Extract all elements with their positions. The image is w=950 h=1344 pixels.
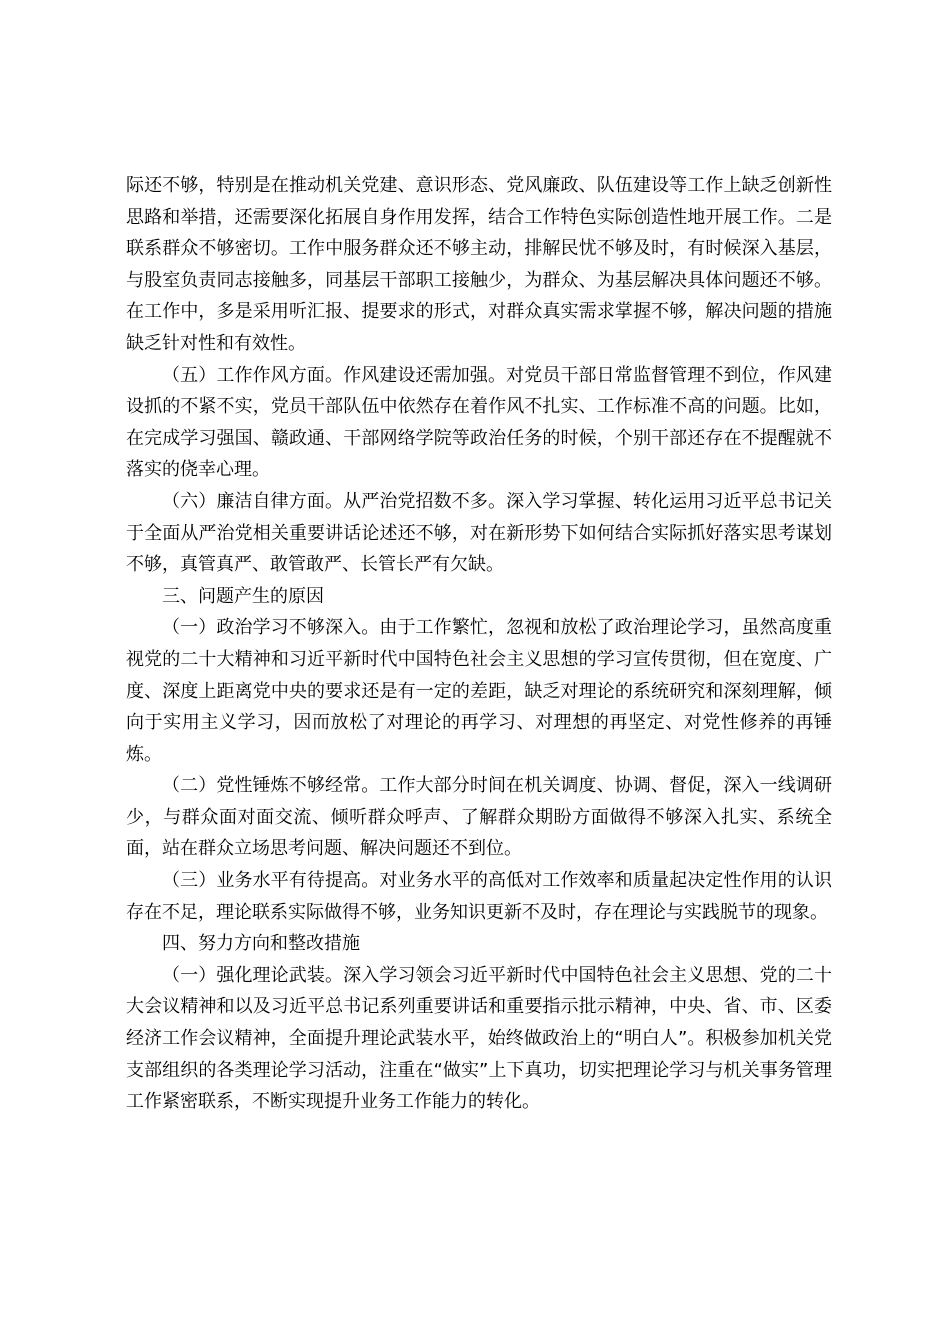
section-heading-causes: 三、问题产生的原因 [162, 585, 324, 607]
paragraph-political-study: （一）政治学习不够深入。由于工作繁忙，忽视和放松了政治理论学习，虽然高度重视党的二十大精神和习近平新时代中国特色社会主义思想的学习宣传贯彻，但在宽度、广度、深度上距离党中央的要求还是有一定的差距，缺乏对理论的系统研究和深刻理解，倾向于实用主义学习，因而放松了对理论的再学习、对理想的再坚定、对党性修养的再锤炼。 [126, 617, 832, 765]
paragraph-work-style: （五）工作作风方面。作风建设还需加强。对党员干部日常监督管理不到位，作风建设抓的不紧不实，党员干部队伍中依然存在着作风不扎实、工作标准不高的问题。比如，在完成学习强国、赣政通、干部网络学院等政治任务的时候，个别干部还存在不提醒就不落实的侥幸心理。 [126, 364, 832, 481]
section-heading-measures: 四、努力方向和整改措施 [162, 933, 360, 955]
paragraph-business-level: （三）业务水平有待提高。对业务水平的高低对工作效率和质量起决定性作用的认识存在不足，理论联系实际做得不够，业务知识更新不及时，存在理论与实践脱节的现象。 [126, 870, 832, 923]
paragraph-theory-armament: （一）强化理论武装。深入学习领会习近平新时代中国特色社会主义思想、党的二十大会议精神和以及习近平总书记系列重要讲话和重要指示批示精神，中央、省、市、区委经济工作会议精神，全面提升理论武装水平，始终做政治上的“明白人”。积极参加机关党支部组织的各类理论学习活动，注重在“做实”上下真功，切实把理论学习与机关事务管理工作紧密联系，不断实现提升业务工作能力的转化。 [126, 964, 832, 1113]
paragraph-party-spirit: （二）党性锤炼不够经常。工作大部分时间在机关调度、协调、督促，深入一线调研少，与群众面对面交流、倾听群众呼声、了解群众期盼方面做得不够深入扎实、系统全面，站在群众立场思考问题、解决问题还不到位。 [126, 775, 832, 860]
paragraph-integrity: （六）廉洁自律方面。从严治党招数不多。深入学习掌握、转化运用习近平总书记关于全面从严治党相关重要讲话论述还不够，对在新形势下如何结合实际抓好落实思考谋划不够，真管真严、敢管敢严、长管长严有欠缺。 [126, 490, 832, 576]
document-body [126, 170, 832, 1118]
paragraph-continuation: 际还不够，特别是在推动机关党建、意识形态、党风廉政、队伍建设等工作上缺乏创新性思路和举措，还需要深化拓展自身作用发挥，结合工作特色实际创造性地开展工作。二是联系群众不够密切。工作中服务群众还不够主动，排解民忧不够及时，有时候深入基层，与股室负责同志接触多，同基层干部职工接触少，为群众、为基层解决具体问题还不够。在工作中，多是采用听汇报、提要求的形式，对群众真实需求掌握不够，解决问题的措施缺乏针对性和有效性。 [126, 175, 832, 354]
